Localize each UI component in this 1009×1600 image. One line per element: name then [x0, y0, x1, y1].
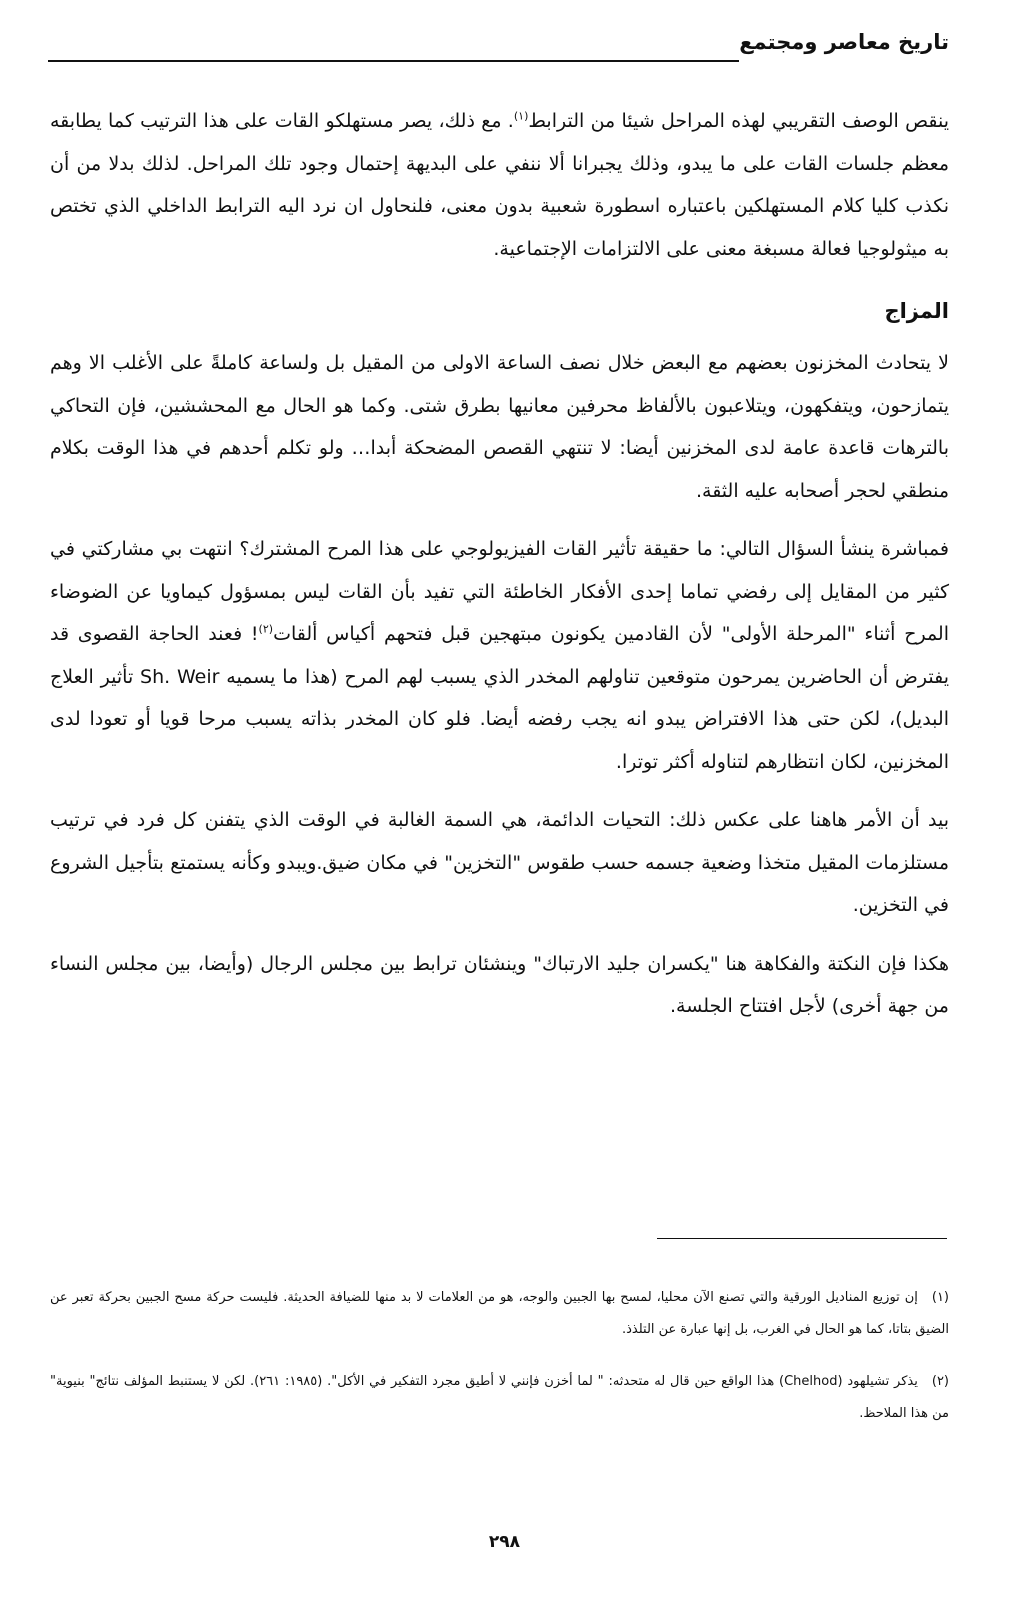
page-number: ٢٩٨ [488, 1532, 521, 1552]
paragraph-text: ينقص الوصف التقريبي لهذه المراحل شيئا من الترابط [528, 110, 949, 132]
footnote-1 [50, 1282, 949, 1346]
paragraph-3 [50, 528, 949, 783]
running-head-title: تاريخ معاصر ومجتمع [739, 30, 949, 54]
paragraph-text: ! فعند الحاجة القصوى قد يفترض أن الحاضرين يمرحون متوقعين تناولهم المخدر الذي يسبب لهم المرح (هذا ما يسميه Sh. Weir تأثير العلاج البديل)، لكن حتى هذا الافتراض يبدو انه يجب رفضه أيضا. فلو كان المخدر بذاته يسبب مرحا قويا أو تعودا لدى المخزنين، لكان انتظارهم لتناوله أكثر توترا. [50, 623, 949, 773]
paragraph-text: فمباشرة ينشأ السؤال التالي: ما حقيقة تأثير القات الفيزيولوجي على هذا المرح المشترك؟ انتهت بي مشاركتي في كثير من المقايل إلى رفضي تماما إحدى الأفكار الخاطئة التي تفيد بأن القات ليس بمسؤول كيماويا عن الضوضاء المرح أثناء "المرحلة الأولى" لأن القادمين يكونون مبتهجين قبل فتحهم أكياس ألقات [50, 538, 950, 645]
paragraph-4 [50, 799, 949, 927]
paragraph-text: بيد أن الأمر هاهنا على عكس ذلك: التحيات الدائمة، هي السمة الغالبة في الوقت الذي يتفنن كل فرد في ترتيب مستلزمات المقيل متخذا وضعية جسمه حسب طقوس "التخزين" في مكان ضيق.ويبدو وكأنه يستمتع بتأجيل الشروع في التخزين. [50, 809, 949, 916]
paragraph-1 [50, 100, 949, 270]
footnote-number: (٢) [931, 1374, 949, 1389]
running-head-rule [48, 60, 739, 62]
paragraph-5 [50, 943, 949, 1028]
footnotes [50, 1282, 949, 1450]
paragraph-2 [50, 342, 949, 512]
section-heading: المزاج [884, 299, 949, 323]
running-head [48, 30, 949, 66]
footnote-ref-1: (١) [513, 109, 529, 123]
footnote-number: (١) [931, 1290, 949, 1305]
footnote-ref-2: (٢) [258, 622, 274, 636]
footnote-separator [657, 1238, 947, 1239]
footnote-text: إن توزيع المناديل الورقية والتي تصنع الآن محليا، لمسح بها الجبين والوجه، هو من العلامات لا بد منها للضيافة الحديثة. فليست حركة مسح الجبين بحركة تعبر عن الضيق بتاتا، كما هو الحال في الغرب، بل إنها عبارة عن التلذذ. [50, 1290, 949, 1337]
footnote-text: يذكر تشيلهود (Chelhod) هذا الواقع حين قال له متحدثه: " لما أخزن فإنني لا أطيق مجرد التفكير في الأكل". (١٩٨٥: ٢٦١). لكن لا يستنبط المؤلف نتائج" بنيوية" من هذا الملاحظ. [50, 1374, 949, 1421]
paragraph-text: لا يتحادث المخزنون بعضهم مع البعض خلال نصف الساعة الاولى من المقيل بل ولساعة كاملةً على الأغلب الا وهم يتمازحون، ويتفكهون، ويتلاعبون بالألفاظ محرفين معانيها بطرق شتى. وكما هو الحال مع المحششين، فإن التحاكي بالترهات قاعدة عامة لدى المخزنين أيضا: لا تنتهي القصص المضحكة أبدا… ولو تكلم أحدهم في هذا الوقت بكلام منطقي لحجر أصحابه عليه الثقة. [50, 352, 949, 502]
paragraph-text: هكذا فإن النكتة والفكاهة هنا "يكسران جليد الارتباك" وينشئان ترابط بين مجلس الرجال (وأيضا، بين مجلس النساء من جهة أخرى) لأجل افتتاح الجلسة. [50, 952, 949, 1017]
footnote-2 [50, 1366, 949, 1430]
body-text [50, 100, 949, 1044]
paragraph-text: . مع ذلك، يصر مستهلكو القات على هذا الترتيب كما يطابقه معظم جلسات القات على ما يبدو، وذلك يجبرانا ألا ننفي على البديهة إحتمال وجود تلك المراحل. لذلك بدلا من أن نكذب كليا كلام المستهلكين باعتباره اسطورة شعبية بدون معنى، فلنحاول ان نرد اليه الترابط الداخلي الذي تختص به ميثولوجيا فعالة مسبغة معنى على الالتزامات الإجتماعية. [50, 110, 949, 260]
